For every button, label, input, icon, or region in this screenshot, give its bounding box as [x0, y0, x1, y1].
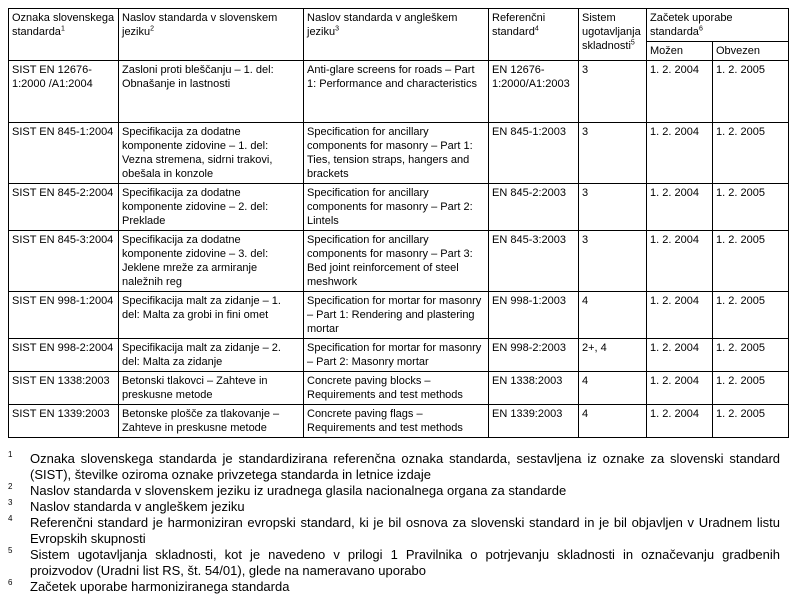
cell-referencni: EN 1339:2003: [489, 405, 579, 438]
header-sistem: Sistem ugotavljanja skladnosti$^5$: [579, 9, 647, 61]
cell-sistem: 4: [579, 405, 647, 438]
cell-obvezen: 1. 2. 2005: [713, 61, 789, 123]
cell-mozen: 1. 2. 2004: [647, 292, 713, 339]
table-row: [9, 339, 789, 372]
cell-naslov-sl: Specifikacija za dodatne komponente zidovine – 3. del: Jeklene mreže za armiranje naležnih reg: [119, 231, 304, 292]
cell-naslov-sl: Specifikacija malt za zidanje – 2. del: Malta za zidanje: [119, 339, 304, 372]
cell-oznaka: SIST EN 998-2:2004: [9, 339, 119, 372]
cell-naslov-en: Concrete paving flags – Requirements and test methods: [304, 405, 489, 438]
cell-naslov-sl: Betonski tlakovci – Zahteve in preskusne metode: [119, 372, 304, 405]
cell-mozen: 1. 2. 2004: [647, 372, 713, 405]
footnote-number: 2: [8, 482, 13, 491]
footnote-text: Začetek uporabe harmoniziranega standarda: [30, 579, 290, 594]
cell-obvezen: 1. 2. 2005: [713, 372, 789, 405]
cell-obvezen: 1. 2. 2005: [713, 292, 789, 339]
table-row: [9, 372, 789, 405]
footnote: [8, 499, 780, 515]
footnote-number: 1: [8, 450, 13, 459]
table-row: [9, 405, 789, 438]
footnote-text: Sistem ugotavljanja skladnosti, kot je navedeno v prilogi 1 Pravilnika o potrjevanju skladnosti in označevanju gradbenih proizvodov (Uradni list RS, št. 54/01), glede na nameravano uporabo: [30, 547, 780, 578]
footnote: [8, 483, 780, 499]
cell-mozen: 1. 2. 2004: [647, 184, 713, 231]
header-row: [9, 9, 789, 42]
cell-obvezen: 1. 2. 2005: [713, 405, 789, 438]
cell-mozen: 1. 2. 2004: [647, 339, 713, 372]
cell-sistem: 4: [579, 292, 647, 339]
table-row: [9, 231, 789, 292]
cell-mozen: 1. 2. 2004: [647, 123, 713, 184]
header-naslov-sl: Naslov standarda v slovenskem jeziku$^2$: [119, 9, 304, 61]
footnote: [8, 547, 780, 579]
cell-referencni: EN 12676-1:2000/A1:2003: [489, 61, 579, 123]
footnote: [8, 451, 780, 483]
cell-naslov-sl: Specifikacija za dodatne komponente zidovine – 1. del: Vezna stremena, sidrni trakovi, obešala in konzole: [119, 123, 304, 184]
cell-referencni: EN 998-1:2003: [489, 292, 579, 339]
header-mozen: Možen: [647, 42, 713, 61]
cell-sistem: 3: [579, 123, 647, 184]
table-row: [9, 123, 789, 184]
footnote: [8, 515, 780, 547]
cell-oznaka: SIST EN 1339:2003: [9, 405, 119, 438]
footnote: [8, 579, 780, 595]
header-referencni: Referenčni standard$^4$: [489, 9, 579, 61]
cell-naslov-en: Specification for ancillary components for masonry – Part 3: Bed joint reinforcement of steel meshwork: [304, 231, 489, 292]
footnote-text: Referenčni standard je harmoniziran evropski standard, ki je bil osnova za slovenski standard in je bil objavljen v Uradnem listu Evropskih skupnosti: [30, 515, 780, 546]
cell-obvezen: 1. 2. 2005: [713, 184, 789, 231]
cell-sistem: 3: [579, 61, 647, 123]
table-row: [9, 61, 789, 123]
cell-referencni: EN 1338:2003: [489, 372, 579, 405]
cell-naslov-en: Specification for mortar for masonry – Part 2: Masonry mortar: [304, 339, 489, 372]
table-row: [9, 292, 789, 339]
footnote-number: 5: [8, 546, 13, 555]
cell-naslov-en: Specification for ancillary components for masonry – Part 2: Lintels: [304, 184, 489, 231]
header-oznaka: Oznaka slovenskega standarda$^1$: [9, 9, 119, 61]
header-obvezen: Obvezen: [713, 42, 789, 61]
cell-naslov-sl: Zasloni proti bleščanju – 1. del: Obnašanje in lastnosti: [119, 61, 304, 123]
cell-oznaka: SIST EN 1338:2003: [9, 372, 119, 405]
footnotes: [8, 451, 780, 595]
footnote-text: Naslov standarda v angleškem jeziku: [30, 499, 245, 514]
cell-mozen: 1. 2. 2004: [647, 231, 713, 292]
footnote-text: Naslov standarda v slovenskem jeziku iz uradnega glasila nacionalnega organa za standarde: [30, 483, 567, 498]
cell-sistem: 4: [579, 372, 647, 405]
cell-sistem: 3: [579, 184, 647, 231]
footnote-number: 4: [8, 514, 13, 523]
cell-referencni: EN 845-1:2003: [489, 123, 579, 184]
header-naslov-en: Naslov standarda v angleškem jeziku$^3$: [304, 9, 489, 61]
header-zacetek: Začetek uporabe standarda$^6$: [647, 9, 789, 42]
cell-sistem: 2+, 4: [579, 339, 647, 372]
cell-obvezen: 1. 2. 2005: [713, 231, 789, 292]
cell-oznaka: SIST EN 845-2:2004: [9, 184, 119, 231]
cell-oznaka: SIST EN 845-3:2004: [9, 231, 119, 292]
cell-referencni: EN 845-2:2003: [489, 184, 579, 231]
footnote-number: 6: [8, 578, 13, 587]
footnote-text: Oznaka slovenskega standarda je standardizirana referenčna oznaka standarda, sestavljena iz oznake za slovenski standard (SIST), številke oziroma oznake privzetega standarda in letnice izdaje: [30, 451, 780, 482]
cell-naslov-sl: Specifikacija za dodatne komponente zidovine – 2. del: Preklade: [119, 184, 304, 231]
cell-referencni: EN 998-2:2003: [489, 339, 579, 372]
table-row: [9, 184, 789, 231]
cell-mozen: 1. 2. 2004: [647, 61, 713, 123]
cell-oznaka: SIST EN 12676-1:2000 /A1:2004: [9, 61, 119, 123]
cell-naslov-en: Specification for mortar for masonry – Part 1: Rendering and plastering mortar: [304, 292, 489, 339]
cell-oznaka: SIST EN 998-1:2004: [9, 292, 119, 339]
footnote-number: 3: [8, 498, 13, 507]
cell-obvezen: 1. 2. 2005: [713, 339, 789, 372]
cell-naslov-en: Anti-glare screens for roads – Part 1: Performance and characteristics: [304, 61, 489, 123]
cell-naslov-en: Concrete paving blocks – Requirements and test methods: [304, 372, 489, 405]
cell-referencni: EN 845-3:2003: [489, 231, 579, 292]
cell-mozen: 1. 2. 2004: [647, 405, 713, 438]
cell-oznaka: SIST EN 845-1:2004: [9, 123, 119, 184]
standards-table: [8, 8, 789, 438]
cell-sistem: 3: [579, 231, 647, 292]
cell-naslov-sl: Betonske plošče za tlakovanje – Zahteve in preskusne metode: [119, 405, 304, 438]
cell-naslov-sl: Specifikacija malt za zidanje – 1. del: Malta za grobi in fini omet: [119, 292, 304, 339]
cell-naslov-en: Specification for ancillary components for masonry – Part 1: Ties, tension straps, hangers and brackets: [304, 123, 489, 184]
cell-obvezen: 1. 2. 2005: [713, 123, 789, 184]
